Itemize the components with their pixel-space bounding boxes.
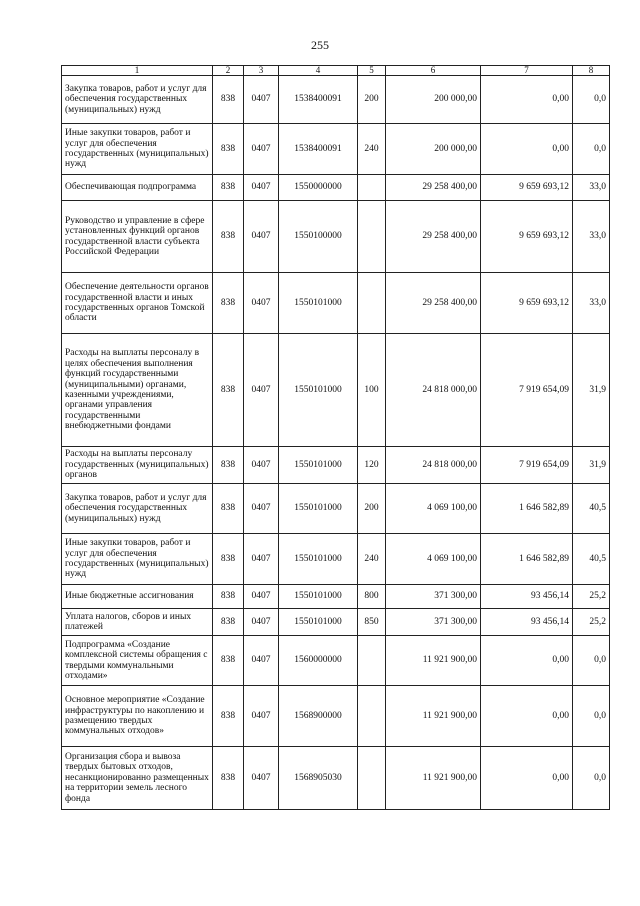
ministry-code: 838 [213,201,244,273]
executed-amount: 93 456,14 [481,609,573,636]
table-row [62,124,610,175]
expense-type-code: 850 [358,609,386,636]
ministry-code: 838 [213,175,244,201]
row-name: Обеспечивающая подпрограмма [62,175,213,201]
ministry-code: 838 [213,747,244,810]
execution-percent: 33,0 [573,201,610,273]
table-row [62,447,610,484]
target-article-code: 1550101000 [279,484,358,534]
row-name: Расходы на выплаты персоналу в целях обеспечения выполнения функций государственными (муниципальными) органами, казенными учреждениями, органами управления государственными внебюджетными фондами [62,334,213,447]
planned-amount: 11 921 900,00 [386,686,481,747]
row-name: Закупка товаров, работ и услуг для обеспечения государственных (муниципальных) нужд [62,76,213,124]
ministry-code: 838 [213,686,244,747]
ministry-code: 838 [213,447,244,484]
ministry-code: 838 [213,124,244,175]
ministry-code: 838 [213,534,244,585]
section-code: 0407 [244,175,279,201]
execution-percent: 25,2 [573,609,610,636]
executed-amount: 9 659 693,12 [481,201,573,273]
execution-percent: 31,9 [573,447,610,484]
planned-amount: 29 258 400,00 [386,175,481,201]
executed-amount: 93 456,14 [481,585,573,609]
target-article-code: 1550101000 [279,609,358,636]
row-name: Руководство и управление в сфере установленных функций органов государственной власти субъекта Российской Федерации [62,201,213,273]
executed-amount: 1 646 582,89 [481,534,573,585]
expense-type-code [358,636,386,686]
executed-amount: 0,00 [481,76,573,124]
header-cell: 1 [62,66,213,76]
table-row [62,585,610,609]
ministry-code: 838 [213,334,244,447]
row-name: Подпрограмма «Создание комплексной системы обращения с твердыми коммунальными отходами» [62,636,213,686]
target-article-code: 1550101000 [279,273,358,334]
header-cell: 3 [244,66,279,76]
planned-amount: 371 300,00 [386,609,481,636]
ministry-code: 838 [213,484,244,534]
target-article-code: 1550000000 [279,175,358,201]
planned-amount: 4 069 100,00 [386,484,481,534]
expense-type-code: 100 [358,334,386,447]
expense-type-code: 200 [358,76,386,124]
target-article-code: 1538400091 [279,124,358,175]
executed-amount: 0,00 [481,636,573,686]
expense-type-code: 200 [358,484,386,534]
table-row [62,747,610,810]
row-name: Иные закупки товаров, работ и услуг для обеспечения государственных (муниципальных) нужд [62,124,213,175]
execution-percent: 0,0 [573,76,610,124]
target-article-code: 1550100000 [279,201,358,273]
section-code: 0407 [244,76,279,124]
planned-amount: 24 818 000,00 [386,447,481,484]
execution-percent: 40,5 [573,484,610,534]
section-code: 0407 [244,585,279,609]
row-name: Обеспечение деятельности органов государственной власти и иных государственных органов Томской области [62,273,213,334]
execution-percent: 25,2 [573,585,610,609]
ministry-code: 838 [213,76,244,124]
row-name: Иные бюджетные ассигнования [62,585,213,609]
header-cell: 4 [279,66,358,76]
planned-amount: 29 258 400,00 [386,201,481,273]
row-name: Организация сбора и вывоза твердых бытовых отходов, несанкционированно размещенных на территории земель лесного фонда [62,747,213,810]
planned-amount: 371 300,00 [386,585,481,609]
header-cell: 5 [358,66,386,76]
target-article-code: 1568900000 [279,686,358,747]
section-code: 0407 [244,447,279,484]
expense-type-code: 800 [358,585,386,609]
executed-amount: 7 919 654,09 [481,447,573,484]
row-name: Закупка товаров, работ и услуг для обеспечения государственных (муниципальных) нужд [62,484,213,534]
section-code: 0407 [244,747,279,810]
execution-percent: 33,0 [573,273,610,334]
expense-type-code [358,201,386,273]
row-name: Иные закупки товаров, работ и услуг для обеспечения государственных (муниципальных) нужд [62,534,213,585]
planned-amount: 200 000,00 [386,76,481,124]
ministry-code: 838 [213,585,244,609]
budget-table [61,65,610,810]
section-code: 0407 [244,636,279,686]
execution-percent: 0,0 [573,686,610,747]
executed-amount: 9 659 693,12 [481,273,573,334]
row-name: Расходы на выплаты персоналу государственных (муниципальных) органов [62,447,213,484]
table-row [62,636,610,686]
executed-amount: 1 646 582,89 [481,484,573,534]
execution-percent: 0,0 [573,124,610,175]
ministry-code: 838 [213,609,244,636]
expense-type-code [358,175,386,201]
page-number: 255 [311,38,329,52]
row-name: Уплата налогов, сборов и иных платежей [62,609,213,636]
expense-type-code: 240 [358,534,386,585]
expense-type-code [358,686,386,747]
header-cell: 2 [213,66,244,76]
table-row [62,76,610,124]
header-cell: 8 [573,66,610,76]
planned-amount: 11 921 900,00 [386,747,481,810]
section-code: 0407 [244,534,279,585]
section-code: 0407 [244,124,279,175]
execution-percent: 31,9 [573,334,610,447]
table-row [62,534,610,585]
section-code: 0407 [244,686,279,747]
planned-amount: 29 258 400,00 [386,273,481,334]
table-row [62,686,610,747]
section-code: 0407 [244,609,279,636]
table-row [62,609,610,636]
section-code: 0407 [244,201,279,273]
header-cell: 6 [386,66,481,76]
executed-amount: 0,00 [481,747,573,810]
table-header-row [62,66,610,76]
target-article-code: 1560000000 [279,636,358,686]
target-article-code: 1550101000 [279,585,358,609]
execution-percent: 0,0 [573,636,610,686]
planned-amount: 11 921 900,00 [386,636,481,686]
executed-amount: 0,00 [481,686,573,747]
executed-amount: 0,00 [481,124,573,175]
header-cell: 7 [481,66,573,76]
expense-type-code [358,747,386,810]
section-code: 0407 [244,273,279,334]
target-article-code: 1538400091 [279,76,358,124]
table-row [62,334,610,447]
section-code: 0407 [244,484,279,534]
table-row [62,175,610,201]
expense-type-code: 120 [358,447,386,484]
execution-percent: 0,0 [573,747,610,810]
execution-percent: 40,5 [573,534,610,585]
table-row [62,273,610,334]
planned-amount: 200 000,00 [386,124,481,175]
executed-amount: 9 659 693,12 [481,175,573,201]
table-row [62,484,610,534]
planned-amount: 4 069 100,00 [386,534,481,585]
target-article-code: 1550101000 [279,447,358,484]
planned-amount: 24 818 000,00 [386,334,481,447]
ministry-code: 838 [213,273,244,334]
executed-amount: 7 919 654,09 [481,334,573,447]
ministry-code: 838 [213,636,244,686]
table-row [62,201,610,273]
target-article-code: 1568905030 [279,747,358,810]
expense-type-code: 240 [358,124,386,175]
target-article-code: 1550101000 [279,334,358,447]
expense-type-code [358,273,386,334]
row-name: Основное мероприятие «Создание инфраструктуры по накоплению и размещению твердых коммунальных отходов» [62,686,213,747]
target-article-code: 1550101000 [279,534,358,585]
section-code: 0407 [244,334,279,447]
execution-percent: 33,0 [573,175,610,201]
